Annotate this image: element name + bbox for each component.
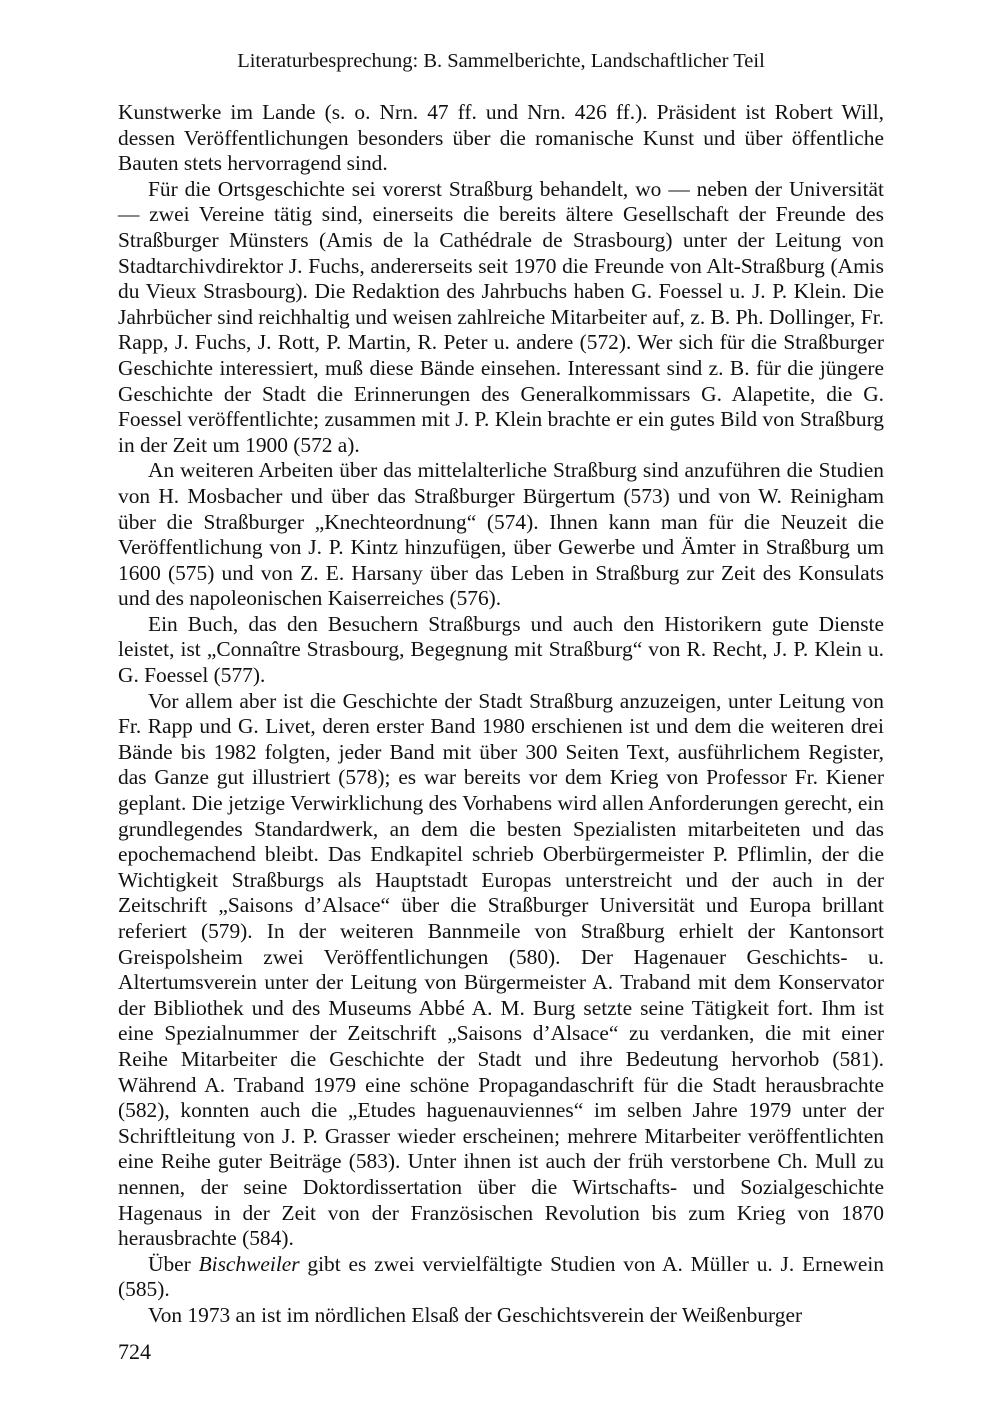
paragraph: [118, 1252, 884, 1303]
running-header: Literaturbesprechung: B. Sammelberichte, Landschaftlicher Teil: [237, 50, 765, 72]
text-run: Kunstwerke im Lande (s. o. Nrn. 47 ff. und Nrn. 426 ff.). Präsident ist Robert Will, dessen Veröffentlichungen besonders über die romanische Kunst und über öffentliche Bauten stets hervorragend sind.: [118, 100, 884, 176]
body-text: [118, 100, 884, 1329]
text-run: gibt es zwei vervielfältigte Studien von A. Müller u. J. Ernewein (585).: [118, 1251, 884, 1302]
italic-text-run: Bischweiler: [198, 1251, 300, 1276]
text-run: Vor allem aber ist die Geschichte der Stadt Straßburg anzuzeigen, unter Leitung von Fr. Rapp und G. Livet, deren erster Band 1980 erschienen ist und dem die weiteren drei Bände bis 1982 folgten, jeder Band mit über 300 Seiten Text, ausführlichem Register, das Ganze gut illustriert (578); es war bereits vor dem Krieg von Professor Fr. Kiener geplant. Die jetzige Verwirklichung des Vorhabens wird allen Anforderungen gerecht, ein grundlegendes Standardwerk, an dem die besten Spezialisten mitarbeiteten und das epochemachend bleibt. Das Endkapitel schrieb Oberbürgermeister P. Pflimlin, der die Wichtigkeit Straßburgs als Hauptstadt Europas unterstreicht und der auch in der Zeitschrift „Saisons d’Alsace“ über die Straßburger Universität und Europa brillant referiert (579). In der weiteren Bannmeile von Straßburg erhielt der Kantonsort Greispolsheim zwei Veröffentlichungen (580). Der Hagenauer Geschichts- u. Altertumsverein unter der Leitung von Bürgermeister A. Traband mit dem Konservator der Bibliothek und des Museums Abbé A. M. Burg setzte seine Tätigkeit fort. Ihm ist eine Spezialnummer der Zeitschrift „Saisons d’Alsace“ zu verdanken, die mit einer Reihe Mitarbeiter die Geschichte der Stadt und ihre Bedeutung hervorhob (581). Während A. Traband 1979 eine schöne Propagandaschrift für die Stadt herausbrachte (582), konnten auch die „Etudes haguenauviennes“ im selben Jahre 1979 unter der Schriftleitung von J. P. Grasser wieder erscheinen; mehrere Mitarbeiter veröffentlichten eine Reihe guter Beiträge (583). Unter ihnen ist auch der früh verstorbene Ch. Mull zu nennen, der seine Doktordissertation über die Wirtschafts- und Sozialgeschichte Hagenaus in der Zeit von der Französischen Revolution bis zum Krieg von 1870 herausbrachte (584).: [118, 688, 884, 1251]
paragraph: [118, 177, 884, 459]
paragraph: [118, 612, 884, 689]
paragraph: [118, 1303, 884, 1329]
paragraph: [118, 458, 884, 612]
text-run: Ein Buch, das den Besuchern Straßburgs und auch den Historikern gute Dienste leistet, ist „Connaître Strasbourg, Begegnung mit Straßburg“ von R. Recht, J. P. Klein u. G. Foessel (577).: [118, 611, 884, 688]
text-run: Für die Ortsgeschichte sei vorerst Straßburg behandelt, wo — neben der Universität — zwei Vereine tätig sind, einerseits die bereits ältere Gesellschaft der Freunde des Straßburger Münsters (Amis de la Cathédrale de Strasbourg) unter der Leitung von Stadtarchivdirektor J. Fuchs, andererseits seit 1970 die Freunde von Alt-Straßburg (Amis du Vieux Strasbourg). Die Redaktion des Jahrbuchs haben G. Foessel u. J. P. Klein. Die Jahrbücher sind reichhaltig und weisen zahlreiche Mitarbeiter auf, z. B. Ph. Dollinger, Fr. Rapp, J. Fuchs, J. Rott, P. Martin, R. Peter u. andere (572). Wer sich für die Straßburger Geschichte interessiert, muß diese Bände einsehen. Interessant sind z. B. für die jüngere Geschichte der Stadt die Erinnerungen des Generalkommissars G. Alapetite, die G. Foessel veröffentlichte; zusammen mit J. P. Klein brachte er ein gutes Bild von Straßburg in der Zeit um 1900 (572 a).: [118, 176, 884, 457]
paragraph: [118, 100, 884, 177]
text-run: Von 1973 an ist im nördlichen Elsaß der Geschichtsverein der Weißenburger: [148, 1302, 803, 1327]
paragraph: [118, 689, 884, 1252]
text-run: An weiteren Arbeiten über das mittelalterliche Straßburg sind anzuführen die Studien von H. Mosbacher und über das Straßburger Bürgertum (573) und von W. Reinigham über die Straßburger „Knechteordnung“ (574). Ihnen kann man für die Neuzeit die Veröffentlichung von J. P. Kintz hinzufügen, über Gewerbe und Ämter in Straßburg um 1600 (575) und von Z. E. Harsany über das Leben in Straßburg zur Zeit des Konsulats und des napoleonischen Kaiserreiches (576).: [118, 458, 884, 611]
text-run: Über: [148, 1251, 199, 1276]
page-number: 724: [118, 1339, 151, 1364]
